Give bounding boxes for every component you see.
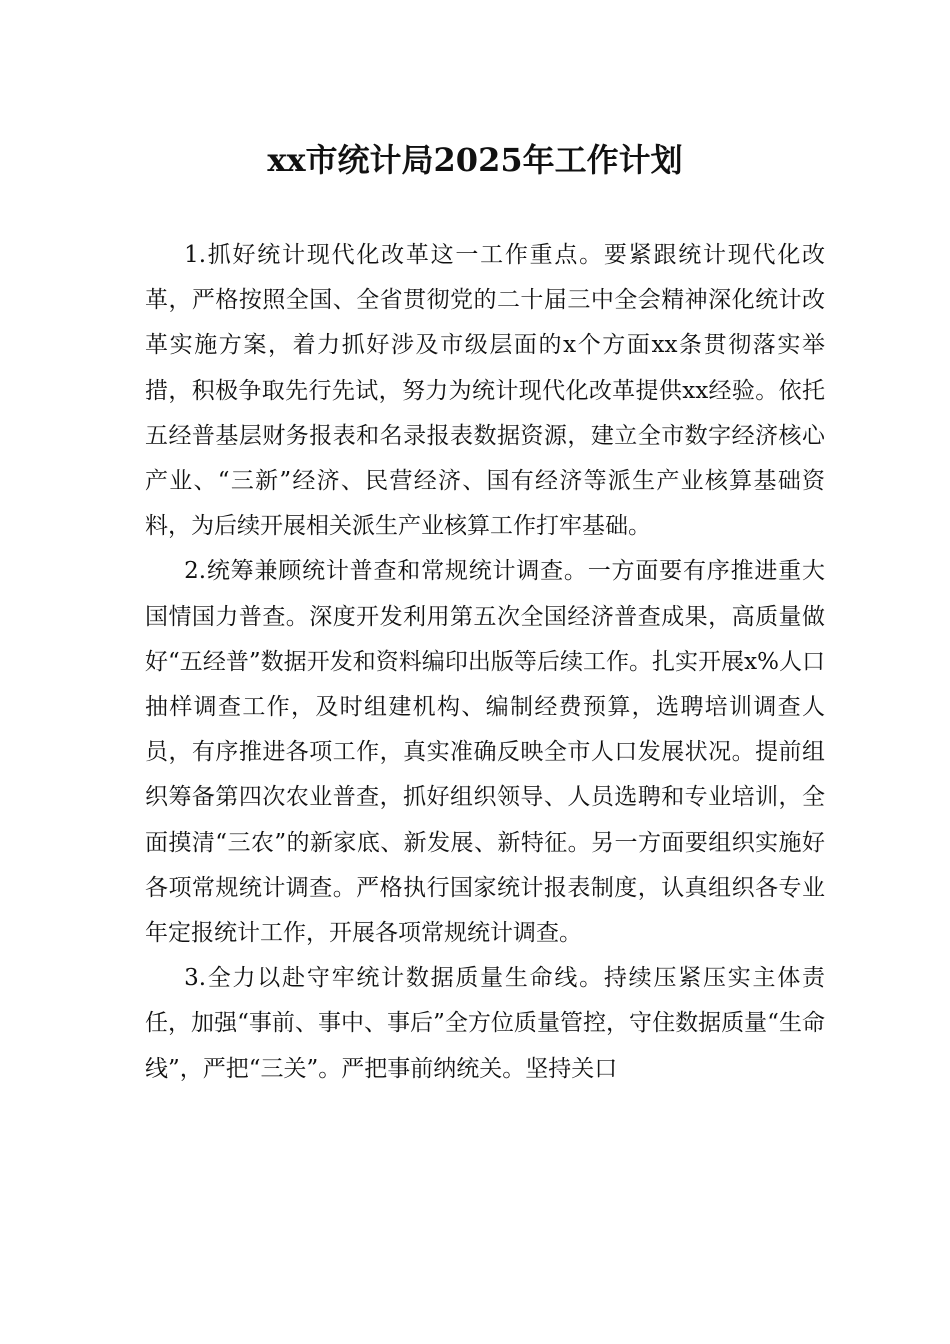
paragraph-3: 3.全力以赴守牢统计数据质量生命线。持续压紧压实主体责任，加强“事前、事中、事后”全方位质量管控，守住数据质量“生命线”，严把“三关”。严把事前纳统关。坚持关口	[145, 965, 825, 1082]
page-title: xx市统计局2025年工作计划	[267, 141, 683, 179]
paragraph-1: 1.抓好统计现代化改革这一工作重点。要紧跟统计现代化改革，严格按照全国、全省贯彻党的二十届三中全会精神深化统计改革实施方案，着力抓好涉及市级层面的x个方面xx条贯彻落实举措，积极争取先行先试，努力为统计现代化改革提供xx经验。依托五经普基层财务报表和名录报表数据资源，建立全市数字经济核心产业、“三新”经济、民营经济、国有经济等派生产业核算基础资料，为后续开展相关派生产业核算工作打牢基础。	[145, 242, 825, 540]
paragraph-2: 2.统筹兼顾统计普查和常规统计调查。一方面要有序推进重大国情国力普查。深度开发利用第五次全国经济普查成果，高质量做好“五经普”数据开发和资料编印出版等后续工作。扎实开展x%人口抽样调查工作，及时组建机构、编制经费预算，选聘培训调查人员，有序推进各项工作，真实准确反映全市人口发展状况。提前组织筹备第四次农业普查，抓好组织领导、人员选聘和专业培训，全面摸清“三农”的新家底、新发展、新特征。另一方面要组织实施好各项常规统计调查。严格执行国家统计报表制度，认真组织各专业年定报统计工作，开展各项常规统计调查。	[145, 558, 825, 947]
document-body	[145, 233, 825, 1092]
